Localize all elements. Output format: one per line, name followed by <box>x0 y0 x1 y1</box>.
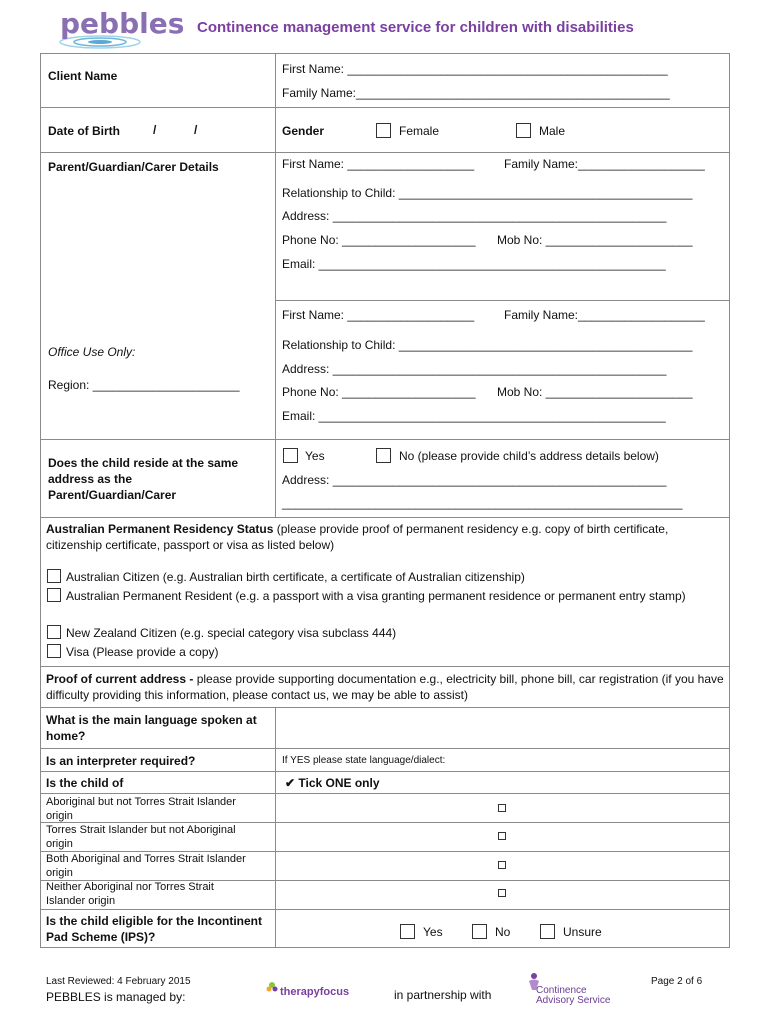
ips-yes-label: Yes <box>423 925 443 939</box>
origin-both-checkbox[interactable] <box>498 861 506 869</box>
office-use-label: Office Use Only: <box>48 345 136 359</box>
origin-option-label: Torres Strait Islander but not Aboriginal origin <box>46 824 236 850</box>
proof-heading-bold: Proof of current address - <box>46 672 197 686</box>
residency-option-label: Visa (Please provide a copy) <box>66 645 219 659</box>
origin-option-label: Neither Aboriginal nor Torres Strait Islander origin <box>46 881 214 907</box>
dob-label: Date of Birth <box>48 124 120 138</box>
female-checkbox[interactable] <box>376 123 391 138</box>
guardian2-family-name-field[interactable]: Family Name:___________________ <box>504 308 705 322</box>
residency-option-label: New Zealand Citizen (e.g. special category visa subclass 444) <box>66 626 397 640</box>
male-checkbox[interactable] <box>516 123 531 138</box>
guardian-details-label: Parent/Guardian/Carer Details <box>48 160 219 174</box>
guardian2-email-field[interactable]: Email: ____________________________________________________ <box>282 409 666 423</box>
guardian1-relationship-field[interactable]: Relationship to Child: ____________________________________________ <box>282 186 693 200</box>
reside-question-label: Does the child reside at the same address as the Parent/Guardian/Carer <box>48 456 239 502</box>
cas-logo-line1: Continence <box>536 985 587 996</box>
reside-no-checkbox[interactable] <box>376 448 391 463</box>
therapyfocus-logo-text: therapyfocus <box>280 986 350 998</box>
page-title: Continence management service for children with disabilities <box>197 19 634 36</box>
residency-visa-checkbox[interactable] <box>47 644 61 658</box>
residency-option-label: Australian Citizen (e.g. Australian birth certificate, a certificate of Australian citizenship) <box>66 570 525 584</box>
residency-permanent-checkbox[interactable] <box>47 588 61 602</box>
origin-option-label: Aboriginal but not Torres Strait Islander origin <box>46 796 236 822</box>
residency-heading <box>46 521 724 553</box>
residency-citizen-checkbox[interactable] <box>47 569 61 583</box>
origin-label: Is the child of <box>46 776 124 790</box>
guardian2-phone-field[interactable]: Phone No: ____________________ <box>282 385 476 399</box>
client-family-name-field[interactable]: Family Name:_______________________________________________ <box>282 86 670 100</box>
guardian2-first-name-field[interactable]: First Name: ___________________ <box>282 308 475 322</box>
reside-yes-checkbox[interactable] <box>283 448 298 463</box>
gender-label: Gender <box>282 124 325 138</box>
guardian2-address-field[interactable]: Address: __________________________________________________ <box>282 362 667 376</box>
page-number: Page 2 of 6 <box>651 976 703 987</box>
child-address-line2-field[interactable]: ____________________________________________________________ <box>282 496 683 510</box>
guardian1-family-name-field[interactable]: Family Name:___________________ <box>504 157 705 171</box>
guardian1-address-field[interactable]: Address: __________________________________________________ <box>282 209 667 223</box>
interpreter-note: If YES please state language/dialect: <box>282 755 446 766</box>
guardian2-mob-field[interactable]: Mob No: ______________________ <box>497 385 693 399</box>
residency-heading-bold: Australian Permanent Residency Status <box>46 522 274 536</box>
male-option-label: Male <box>539 124 566 138</box>
female-option-label: Female <box>399 124 440 138</box>
origin-option-label: Both Aboriginal and Torres Strait Islander origin <box>46 853 246 879</box>
interpreter-label: Is an interpreter required? <box>46 754 196 768</box>
ips-question-label: Is the child eligible for the Incontinent Pad Scheme (IPS)? <box>46 914 263 944</box>
guardian1-first-name-field[interactable]: First Name: ___________________ <box>282 157 475 171</box>
residency-option-label: Australian Permanent Resident (e.g. a passport with a visa granting permanent residence or permanent entry stamp) <box>66 589 686 603</box>
ips-unsure-checkbox[interactable] <box>540 924 555 939</box>
ips-no-label: No <box>495 925 511 939</box>
partnership-text: in partnership with <box>394 988 492 1002</box>
residency-nz-checkbox[interactable] <box>47 625 61 639</box>
therapyfocus-logo <box>265 980 355 1004</box>
last-reviewed-text: Last Reviewed: 4 February 2015 <box>46 976 191 987</box>
pebbles-logo <box>58 7 185 48</box>
region-field[interactable]: Region: ______________________ <box>48 378 240 392</box>
guardian1-mob-field[interactable]: Mob No: ______________________ <box>497 233 693 247</box>
ips-no-checkbox[interactable] <box>472 924 487 939</box>
reside-yes-label: Yes <box>305 449 325 463</box>
tick-one-note: ✔ Tick ONE only <box>285 776 380 790</box>
therapyfocus-flower-icon <box>265 980 279 998</box>
origin-neither-checkbox[interactable] <box>498 889 506 897</box>
proof-heading-text: please provide supporting documentation e.g., electricity bill, phone bill, car registration (if you have difficulty providing this information, please contact us, we may be able to assist) <box>46 672 724 702</box>
origin-aboriginal-checkbox[interactable] <box>498 804 506 812</box>
logo-text: pebbles <box>60 7 185 40</box>
ips-yes-checkbox[interactable] <box>400 924 415 939</box>
cas-logo-line2: Advisory Service <box>536 995 611 1006</box>
proof-of-address-text <box>46 671 726 703</box>
child-address-field[interactable]: Address: __________________________________________________ <box>282 473 667 487</box>
main-language-label: What is the main language spoken at home? <box>46 713 257 743</box>
guardian1-email-field[interactable]: Email: ____________________________________________________ <box>282 257 666 271</box>
reside-no-label: No (please provide child’s address details below) <box>399 449 659 463</box>
dob-slash: / <box>153 123 157 137</box>
client-name-label: Client Name <box>48 69 118 83</box>
guardian1-phone-field[interactable]: Phone No: ____________________ <box>282 233 476 247</box>
ips-unsure-label: Unsure <box>563 925 602 939</box>
origin-tsi-checkbox[interactable] <box>498 832 506 840</box>
residency-heading-text: (please provide proof of permanent residency e.g. copy of birth certificate, citizenship certificate, passport or visa as listed below) <box>46 522 669 552</box>
continence-advisory-logo <box>526 972 636 1006</box>
dob-slash: / <box>194 123 198 137</box>
guardian2-relationship-field[interactable]: Relationship to Child: ____________________________________________ <box>282 338 693 352</box>
client-first-name-field[interactable]: First Name: ________________________________________________ <box>282 62 668 76</box>
managed-by-text: PEBBLES is managed by: <box>46 990 186 1004</box>
